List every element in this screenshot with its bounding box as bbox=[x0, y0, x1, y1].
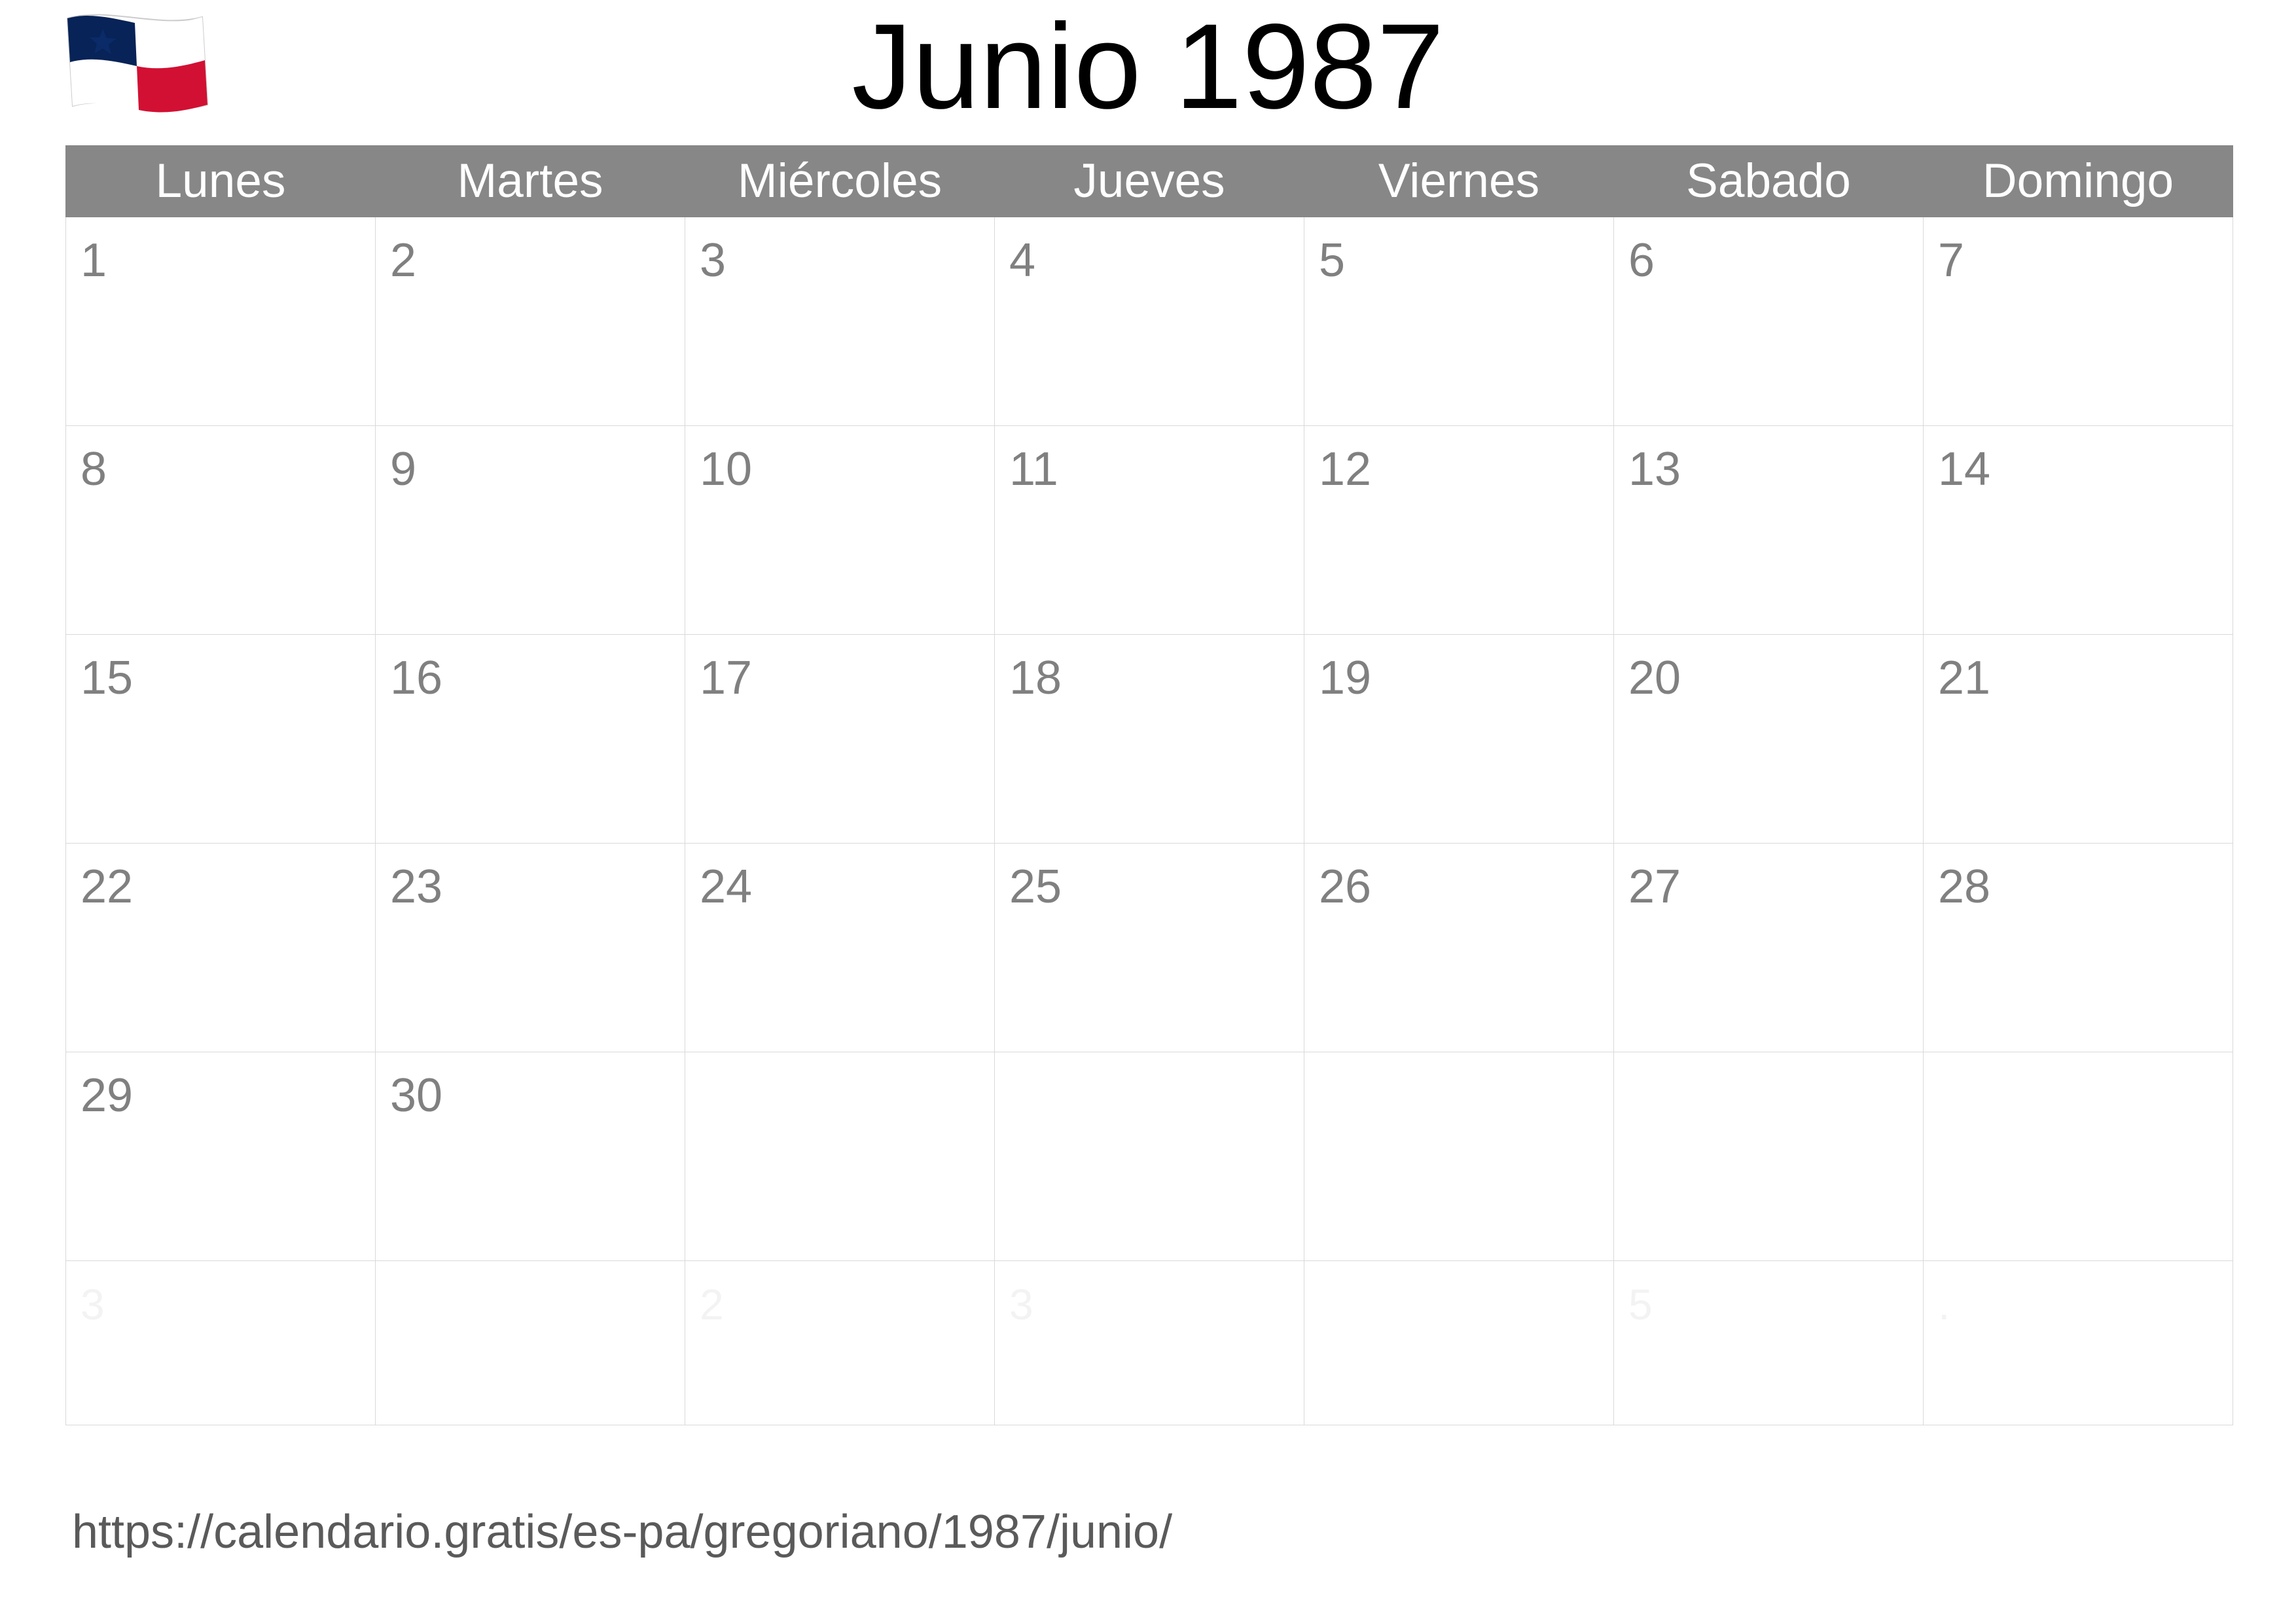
calendar-day-cell[interactable] bbox=[995, 635, 1304, 844]
calendar-day-cell[interactable] bbox=[376, 426, 685, 635]
weekday-header-viernes: Viernes bbox=[1304, 146, 1614, 217]
calendar-day-cell-empty[interactable] bbox=[995, 1261, 1304, 1425]
day-number: 21 bbox=[1938, 652, 1991, 704]
day-number: 23 bbox=[390, 861, 443, 913]
calendar-day-cell-empty[interactable] bbox=[1614, 1261, 1924, 1425]
calendar-day-cell[interactable] bbox=[1924, 844, 2233, 1052]
calendar-day-cell-empty[interactable] bbox=[685, 1261, 995, 1425]
weekday-header-lunes: Lunes bbox=[66, 146, 376, 217]
calendar-day-cell[interactable] bbox=[995, 217, 1304, 426]
calendar-day-cell[interactable] bbox=[1304, 426, 1614, 635]
calendar-day-cell[interactable] bbox=[66, 217, 376, 426]
calendar-day-cell[interactable] bbox=[1304, 635, 1614, 844]
day-number bbox=[995, 1052, 1304, 1064]
day-number: 3 bbox=[81, 1280, 105, 1329]
weekday-header-row bbox=[66, 146, 2233, 217]
page-header bbox=[0, 0, 2296, 147]
page-title: Junio 1987 bbox=[852, 0, 1444, 134]
day-number bbox=[376, 1261, 685, 1273]
calendar-day-cell[interactable] bbox=[1614, 217, 1924, 426]
day-number: 10 bbox=[700, 443, 753, 495]
day-number: 4 bbox=[1009, 234, 1036, 287]
day-number: 3 bbox=[700, 234, 726, 287]
day-number: 9 bbox=[390, 443, 417, 495]
calendar-day-cell[interactable] bbox=[66, 844, 376, 1052]
day-number: 30 bbox=[390, 1069, 443, 1122]
calendar-week-row bbox=[66, 217, 2233, 426]
calendar-day-cell-empty[interactable] bbox=[1304, 1261, 1614, 1425]
day-number: 25 bbox=[1009, 861, 1062, 913]
day-number: 1 bbox=[81, 234, 107, 287]
weekday-header-sabado: Sabado bbox=[1614, 146, 1924, 217]
calendar-day-cell[interactable] bbox=[1924, 217, 2233, 426]
calendar-day-cell-empty[interactable] bbox=[66, 1261, 376, 1425]
calendar-day-cell-empty[interactable] bbox=[685, 1052, 995, 1261]
calendar-day-cell-empty[interactable] bbox=[1924, 1261, 2233, 1425]
day-number: 5 bbox=[1628, 1280, 1653, 1329]
calendar-day-cell[interactable] bbox=[685, 635, 995, 844]
day-number: 3 bbox=[1009, 1280, 1033, 1329]
day-number: 5 bbox=[1319, 234, 1346, 287]
calendar-week-row-cutoff bbox=[66, 1261, 2233, 1425]
day-number bbox=[1304, 1052, 1613, 1064]
weekday-header-jueves: Jueves bbox=[995, 146, 1304, 217]
calendar-table bbox=[65, 145, 2233, 1425]
day-number: 27 bbox=[1628, 861, 1681, 913]
day-number: 28 bbox=[1938, 861, 1991, 913]
calendar-day-cell[interactable] bbox=[1924, 426, 2233, 635]
day-number: 17 bbox=[700, 652, 753, 704]
calendar-week-row bbox=[66, 635, 2233, 844]
day-number: 12 bbox=[1319, 443, 1372, 495]
calendar-week-row bbox=[66, 844, 2233, 1052]
day-number bbox=[1304, 1261, 1613, 1273]
calendar-day-cell[interactable] bbox=[1614, 844, 1924, 1052]
weekday-header-domingo: Domingo bbox=[1924, 146, 2233, 217]
calendar-day-cell[interactable] bbox=[376, 635, 685, 844]
day-number: 29 bbox=[81, 1069, 134, 1122]
day-number: 7 bbox=[1938, 234, 1965, 287]
calendar-day-cell[interactable] bbox=[66, 426, 376, 635]
day-number bbox=[685, 1052, 994, 1064]
day-number: 15 bbox=[81, 652, 134, 704]
day-number: 16 bbox=[390, 652, 443, 704]
day-number: 6 bbox=[1628, 234, 1655, 287]
day-number: 20 bbox=[1628, 652, 1681, 704]
calendar-day-cell[interactable] bbox=[66, 635, 376, 844]
calendar-day-cell[interactable] bbox=[376, 217, 685, 426]
day-number: 26 bbox=[1319, 861, 1372, 913]
calendar-day-cell[interactable] bbox=[995, 426, 1304, 635]
day-number: 14 bbox=[1938, 443, 1991, 495]
day-number: 2 bbox=[390, 234, 417, 287]
weekday-header-martes: Martes bbox=[376, 146, 685, 217]
calendar-day-cell-empty[interactable] bbox=[1614, 1052, 1924, 1261]
calendar-day-cell[interactable] bbox=[1614, 635, 1924, 844]
day-number: . bbox=[1938, 1280, 1950, 1329]
calendar-week-row bbox=[66, 426, 2233, 635]
day-number: 24 bbox=[700, 861, 753, 913]
calendar-day-cell[interactable] bbox=[685, 844, 995, 1052]
weekday-header-miercoles: Miércoles bbox=[685, 146, 995, 217]
calendar-day-cell-empty[interactable] bbox=[1924, 1052, 2233, 1261]
calendar-day-cell[interactable] bbox=[1924, 635, 2233, 844]
day-number bbox=[1924, 1052, 2233, 1064]
calendar-day-cell[interactable] bbox=[376, 1052, 685, 1261]
day-number: 19 bbox=[1319, 652, 1372, 704]
calendar-day-cell[interactable] bbox=[1304, 844, 1614, 1052]
source-url[interactable]: https://calendario.gratis/es-pa/gregoriano/1987/junio/ bbox=[72, 1506, 1173, 1558]
calendar-day-cell[interactable] bbox=[66, 1052, 376, 1261]
day-number: 22 bbox=[81, 861, 134, 913]
calendar-day-cell-empty[interactable] bbox=[995, 1052, 1304, 1261]
calendar-day-cell[interactable] bbox=[1614, 426, 1924, 635]
day-number: 13 bbox=[1628, 443, 1681, 495]
day-number: 11 bbox=[1009, 443, 1058, 495]
calendar-day-cell[interactable] bbox=[995, 844, 1304, 1052]
calendar-day-cell-empty[interactable] bbox=[1304, 1052, 1614, 1261]
calendar-day-cell[interactable] bbox=[685, 426, 995, 635]
calendar-week-row bbox=[66, 1052, 2233, 1261]
calendar-day-cell[interactable] bbox=[685, 217, 995, 426]
day-number bbox=[1614, 1052, 1923, 1064]
day-number: 18 bbox=[1009, 652, 1062, 704]
day-number: 2 bbox=[700, 1280, 724, 1329]
calendar-day-cell[interactable] bbox=[1304, 217, 1614, 426]
calendar-day-cell-empty[interactable] bbox=[376, 1261, 685, 1425]
calendar-day-cell[interactable] bbox=[376, 844, 685, 1052]
day-number: 8 bbox=[81, 443, 107, 495]
